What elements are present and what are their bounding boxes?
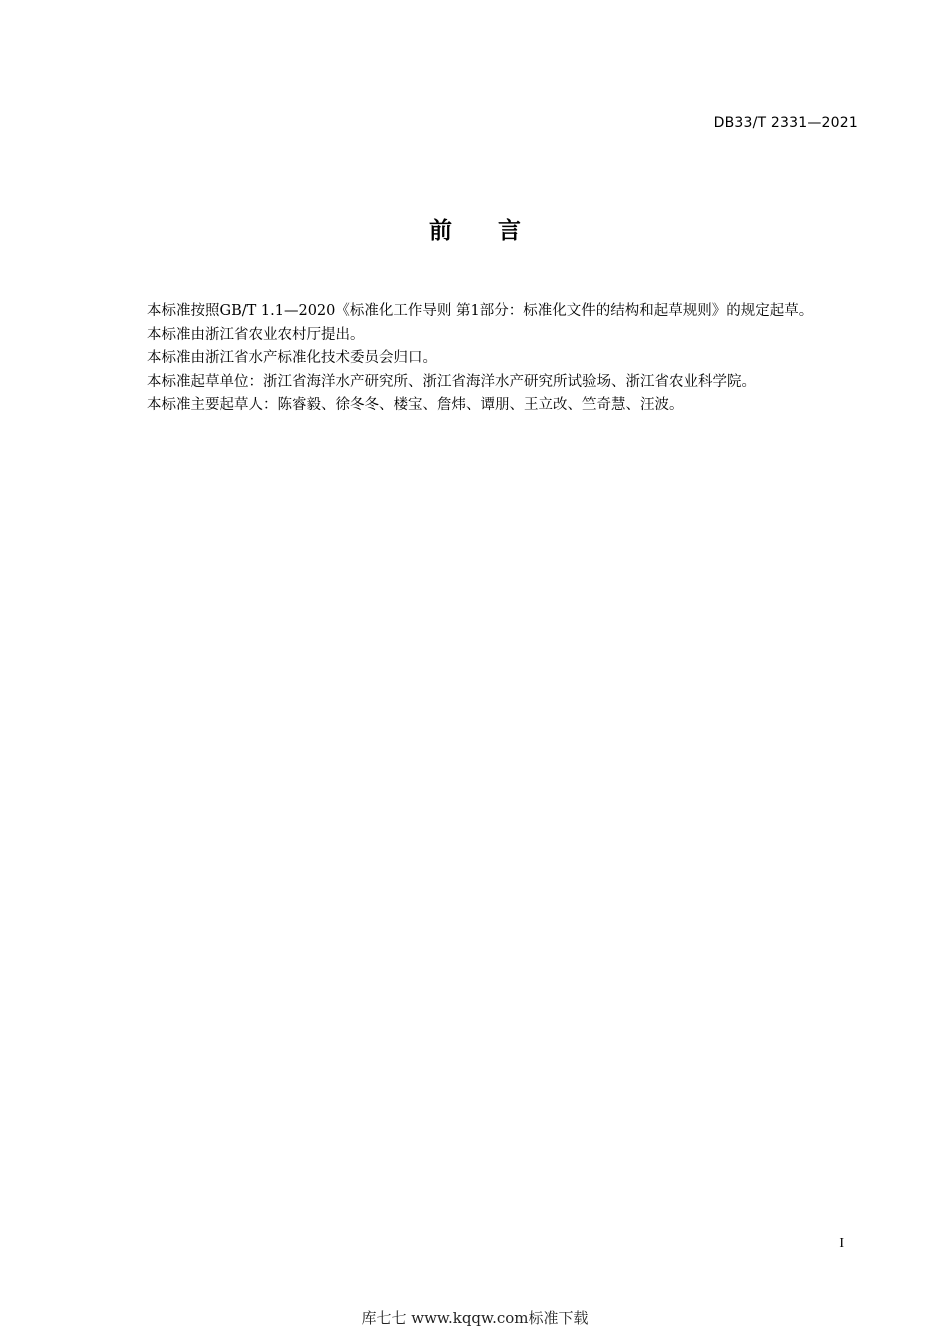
preface-body	[114, 300, 860, 418]
paragraph-proposer: 本标准由浙江省农业农村厅提出。	[147, 326, 365, 343]
page-title: 前言	[429, 218, 567, 244]
footer-watermark: 库七七 www.kqqw.com标准下载	[361, 1309, 589, 1327]
paragraph-drafters: 本标准主要起草人：陈睿毅、徐冬冬、楼宝、詹炜、谭朋、王立改、竺奇慧、汪波。	[147, 397, 684, 413]
paragraph-drafting-units: 本标准起草单位：浙江省海洋水产研究所、浙江省海洋水产研究所试验场、浙江省农业科学院。	[147, 373, 756, 390]
paragraph-committee: 本标准由浙江省水产标准化技术委员会归口。	[147, 350, 437, 366]
paragraph-drafting-rules: 本标准按照GB/T 1.1—2020《标准化工作导则 第1部分：标准化文件的结构和起草规则》的规定起草。	[147, 303, 814, 319]
page-number: I	[839, 1236, 844, 1251]
standard-code: DB33/T 2331—2021	[713, 115, 858, 131]
